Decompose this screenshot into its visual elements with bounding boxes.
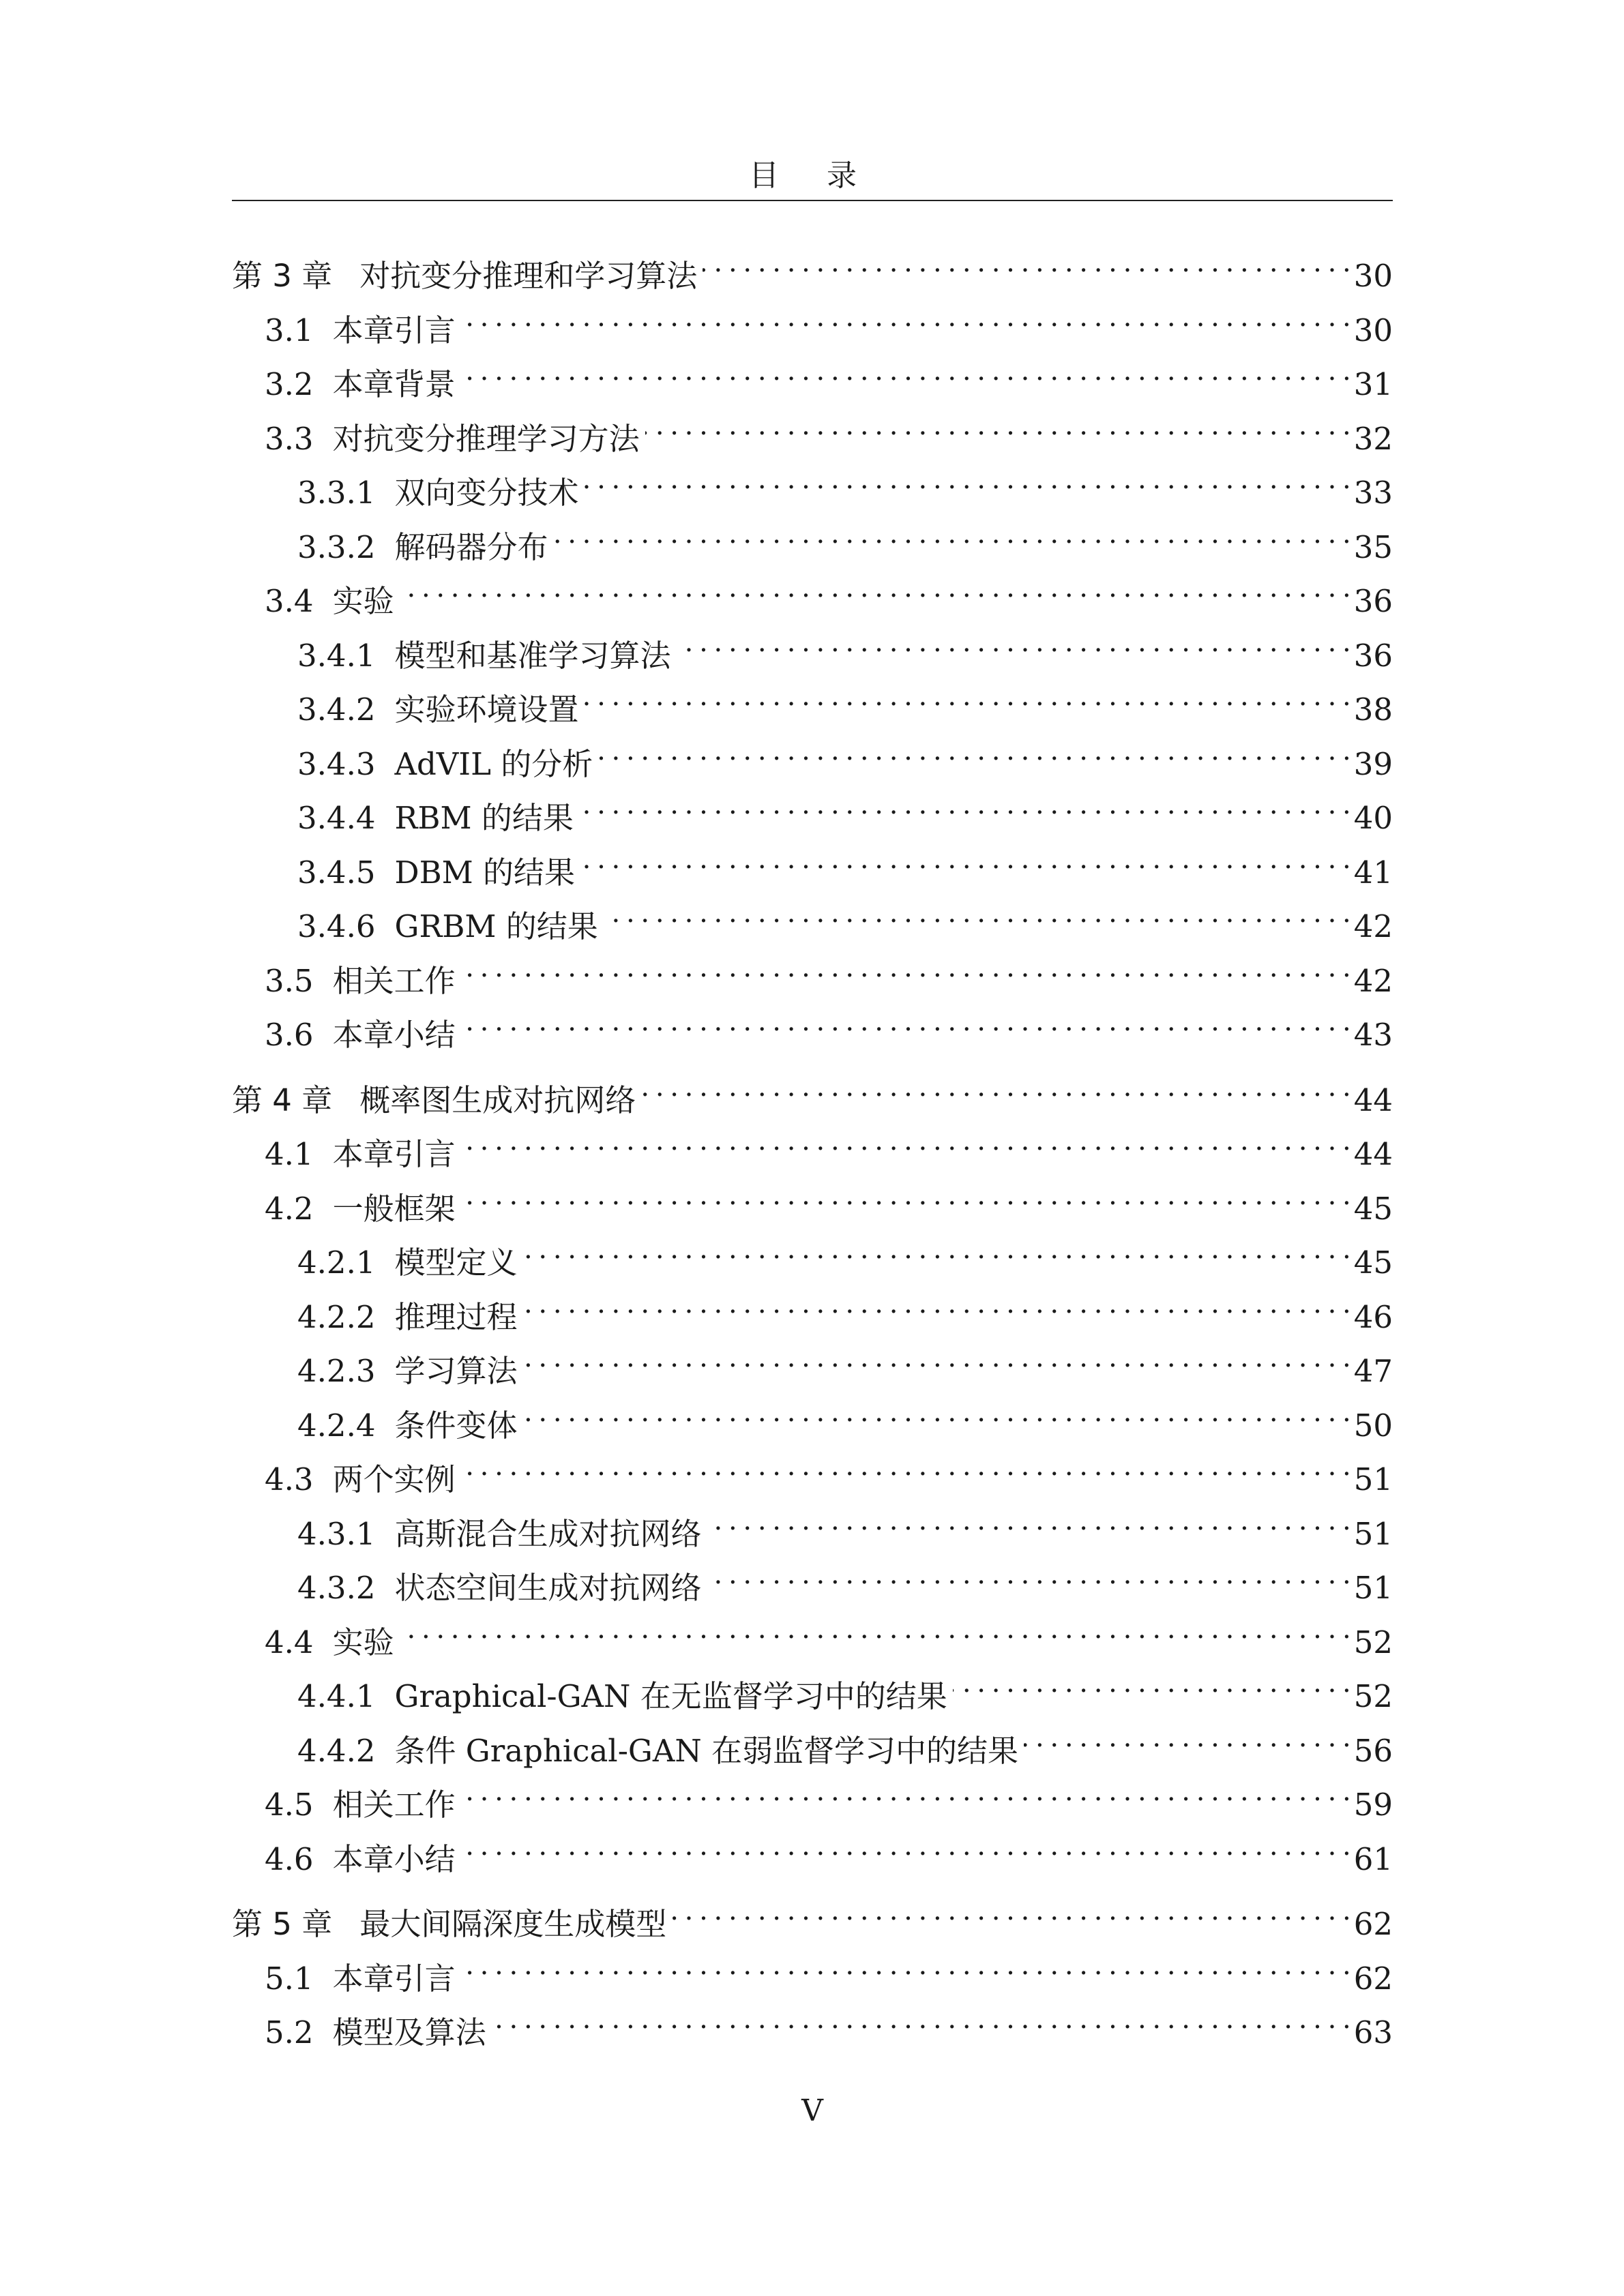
toc-entry-title: 最大间隔深度生成模型 xyxy=(359,1906,667,1942)
toc-section-entry[interactable] xyxy=(232,944,1393,998)
toc-entry-number: 3.1 xyxy=(265,312,314,348)
toc-entry-title: GRBM 的结果 xyxy=(394,908,598,944)
toc-entry-number: 4.4 xyxy=(265,1624,314,1660)
toc-entry-title: 学习算法 xyxy=(394,1353,518,1389)
toc-entry-number: 4.6 xyxy=(265,1840,314,1877)
toc-entry-title: 模型和基准学习算法 xyxy=(394,637,671,674)
toc-section-entry[interactable] xyxy=(232,1768,1393,1822)
toc-entry-page: 35 xyxy=(1353,528,1393,565)
toc-entry-number: 3.6 xyxy=(265,1017,314,1053)
toc-dot-leader xyxy=(523,1280,1350,1328)
toc-entry-page: 42 xyxy=(1353,908,1393,944)
toc-section-entry[interactable] xyxy=(232,510,1393,565)
toc-entry-number: 4.2.4 xyxy=(297,1407,376,1444)
toc-entry-number: 4.2 xyxy=(265,1190,314,1227)
toc-entry-number: 5.1 xyxy=(265,1960,314,1997)
toc-entry-page: 62 xyxy=(1353,1960,1393,1997)
toc-entry-page: 38 xyxy=(1353,691,1393,728)
toc-section-entry[interactable] xyxy=(232,781,1393,835)
toc-section-entry[interactable] xyxy=(232,1117,1393,1172)
toc-entry-page: 44 xyxy=(1353,1136,1393,1172)
toc-entry-title: 一般框架 xyxy=(332,1190,456,1227)
toc-dot-leader xyxy=(580,835,1350,883)
toc-section-entry[interactable] xyxy=(232,293,1393,348)
toc-dot-leader xyxy=(461,1822,1350,1870)
toc-entry-title: 对抗变分推理学习方法 xyxy=(332,420,640,457)
toc-entry-number: 5.2 xyxy=(265,2014,314,2051)
toc-dot-leader xyxy=(703,239,1349,286)
toc-entry-title: 实验 xyxy=(332,583,394,619)
toc-dot-leader xyxy=(492,1995,1350,2043)
toc-entry-page: 33 xyxy=(1353,475,1393,511)
toc-entry-page: 31 xyxy=(1353,366,1393,402)
toc-entry-title: 实验 xyxy=(332,1624,394,1660)
toc-section-entry[interactable] xyxy=(232,672,1393,727)
toc-dot-leader xyxy=(400,1605,1350,1653)
toc-section-entry[interactable] xyxy=(232,1822,1393,1877)
toc-entry-page: 40 xyxy=(1353,800,1393,836)
toc-dot-leader xyxy=(585,672,1350,720)
toc-entry-page: 44 xyxy=(1353,1082,1393,1118)
toc-entry-number: 3.4.5 xyxy=(297,854,376,891)
toc-section-entry[interactable] xyxy=(232,835,1393,890)
toc-entry-page: 59 xyxy=(1353,1787,1393,1823)
toc-entry-number: 3.3.1 xyxy=(297,475,376,511)
toc-entry-page: 39 xyxy=(1353,745,1393,782)
toc-entry-page: 46 xyxy=(1353,1298,1393,1335)
toc-dot-leader xyxy=(523,1225,1350,1273)
toc-entry-number: 3.4.2 xyxy=(297,691,376,728)
toc-entry-page: 47 xyxy=(1353,1353,1393,1389)
toc-section-entry[interactable] xyxy=(232,1497,1393,1551)
toc-dot-leader xyxy=(400,564,1350,612)
toc-entry-title: 状态空间生成对抗网络 xyxy=(394,1570,702,1606)
toc-dot-leader xyxy=(641,1063,1349,1111)
toc-entry-title: 本章引言 xyxy=(332,312,456,348)
toc-entry-page: 42 xyxy=(1353,962,1393,999)
toc-section-entry[interactable] xyxy=(232,1334,1393,1388)
table-of-contents xyxy=(232,239,1393,2050)
toc-entry-number: 3.5 xyxy=(265,962,314,999)
toc-entry-title: 对抗变分推理和学习算法 xyxy=(359,258,698,294)
toc-dot-leader xyxy=(461,1172,1350,1219)
page-header-title: 目 录 xyxy=(749,158,876,193)
toc-entry-number: 4.1 xyxy=(265,1136,314,1172)
toc-entry-title: 相关工作 xyxy=(332,1787,456,1823)
toc-entry-page: 41 xyxy=(1353,854,1393,891)
toc-entry-title: 相关工作 xyxy=(332,962,456,999)
toc-dot-leader xyxy=(585,456,1350,503)
toc-section-entry[interactable] xyxy=(232,1225,1393,1280)
toc-entry-number: 4.2.2 xyxy=(297,1298,376,1335)
toc-entry-number: 4.3.1 xyxy=(297,1515,376,1552)
toc-dot-leader xyxy=(604,889,1350,937)
toc-entry-number: 第 4 章 xyxy=(232,1082,333,1118)
toc-entry-number: 4.5 xyxy=(265,1787,314,1823)
toc-entry-page: 30 xyxy=(1353,312,1393,348)
toc-entry-title: 双向变分技术 xyxy=(394,475,579,511)
toc-entry-number: 4.2.3 xyxy=(297,1353,376,1389)
toc-entry-title: 概率图生成对抗网络 xyxy=(359,1082,636,1118)
toc-entry-title: 模型及算法 xyxy=(332,2014,486,2051)
toc-entry-number: 3.4.1 xyxy=(297,637,376,674)
toc-dot-leader xyxy=(523,1388,1350,1436)
toc-entry-title: 本章引言 xyxy=(332,1136,456,1172)
toc-section-entry[interactable] xyxy=(232,1388,1393,1443)
toc-dot-leader xyxy=(707,1497,1350,1545)
toc-section-entry[interactable] xyxy=(232,1280,1393,1335)
toc-dot-leader xyxy=(1024,1714,1350,1761)
toc-entry-page: 56 xyxy=(1353,1732,1393,1769)
toc-entry-title: 实验环境设置 xyxy=(394,691,579,728)
toc-dot-leader xyxy=(461,998,1350,1045)
toc-entry-page: 32 xyxy=(1353,420,1393,457)
header-rule xyxy=(232,200,1393,201)
toc-dot-leader xyxy=(677,618,1350,666)
toc-dot-leader xyxy=(461,1117,1350,1165)
toc-entry-number: 3.3.2 xyxy=(297,528,376,565)
toc-section-entry[interactable] xyxy=(232,1605,1393,1660)
toc-dot-leader xyxy=(523,1334,1350,1382)
toc-entry-page: 45 xyxy=(1353,1190,1393,1227)
toc-section-entry[interactable] xyxy=(232,1941,1393,1996)
toc-chapter-entry[interactable] xyxy=(232,239,1393,293)
toc-entry-page: 52 xyxy=(1353,1624,1393,1660)
toc-entry-title: 条件变体 xyxy=(394,1407,518,1444)
toc-entry-number: 4.2.1 xyxy=(297,1244,376,1281)
toc-section-entry[interactable] xyxy=(232,1551,1393,1605)
toc-section-entry[interactable] xyxy=(232,347,1393,402)
toc-section-entry[interactable] xyxy=(232,889,1393,944)
toc-entry-number: 3.3 xyxy=(265,420,314,457)
toc-entry-number: 3.2 xyxy=(265,366,314,402)
toc-section-entry[interactable] xyxy=(232,618,1393,673)
toc-chapter-entry[interactable] xyxy=(232,1887,1393,1941)
toc-dot-leader xyxy=(953,1659,1350,1707)
toc-entry-number: 3.4.6 xyxy=(297,908,376,944)
toc-entry-title: 本章小结 xyxy=(332,1840,456,1877)
toc-entry-title: RBM 的结果 xyxy=(394,800,574,836)
toc-section-entry[interactable] xyxy=(232,1442,1393,1497)
toc-entry-page: 30 xyxy=(1353,258,1393,294)
toc-entry-number: 第 3 章 xyxy=(232,258,333,294)
toc-dot-leader xyxy=(461,1442,1350,1490)
toc-chapter-entry[interactable] xyxy=(232,1063,1393,1118)
toc-dot-leader xyxy=(554,510,1350,558)
toc-dot-leader xyxy=(461,944,1350,992)
toc-entry-title: DBM 的结果 xyxy=(394,854,576,891)
toc-entry-number: 4.4.1 xyxy=(297,1678,376,1714)
toc-entry-title: 模型定义 xyxy=(394,1244,518,1281)
page-number: V xyxy=(801,2093,823,2128)
toc-dot-leader xyxy=(598,727,1349,775)
toc-dot-leader xyxy=(461,1941,1350,1989)
toc-dot-leader xyxy=(707,1551,1350,1598)
toc-section-entry[interactable] xyxy=(232,1995,1393,2050)
toc-dot-leader xyxy=(579,781,1350,829)
toc-entry-page: 51 xyxy=(1353,1570,1393,1606)
toc-entry-page: 45 xyxy=(1353,1244,1393,1281)
toc-entry-page: 62 xyxy=(1353,1906,1393,1942)
toc-dot-leader xyxy=(461,293,1350,341)
toc-section-entry[interactable] xyxy=(232,564,1393,618)
toc-section-entry[interactable] xyxy=(232,1659,1393,1714)
toc-entry-number: 第 5 章 xyxy=(232,1906,333,1942)
toc-dot-leader xyxy=(672,1887,1349,1935)
toc-entry-page: 52 xyxy=(1353,1678,1393,1714)
toc-dot-leader xyxy=(461,347,1350,395)
toc-entry-page: 36 xyxy=(1353,637,1393,674)
toc-entry-number: 4.3 xyxy=(265,1461,314,1497)
toc-entry-number: 3.4.3 xyxy=(297,745,376,782)
toc-section-entry[interactable] xyxy=(232,727,1393,781)
toc-section-entry[interactable] xyxy=(232,402,1393,456)
toc-section-entry[interactable] xyxy=(232,1714,1393,1768)
toc-entry-page: 36 xyxy=(1353,583,1393,619)
toc-entry-number: 4.3.2 xyxy=(297,1570,376,1606)
toc-entry-title: 高斯混合生成对抗网络 xyxy=(394,1515,702,1552)
toc-entry-number: 4.4.2 xyxy=(297,1732,376,1769)
toc-entry-page: 51 xyxy=(1353,1515,1393,1552)
toc-dot-leader xyxy=(645,402,1350,449)
toc-entry-page: 43 xyxy=(1353,1017,1393,1053)
toc-section-entry[interactable] xyxy=(232,1172,1393,1226)
toc-entry-title: AdVIL 的分析 xyxy=(394,745,593,782)
toc-entry-title: Graphical-GAN 在无监督学习中的结果 xyxy=(394,1678,947,1714)
toc-entry-number: 3.4.4 xyxy=(297,800,376,836)
toc-entry-title: 本章背景 xyxy=(332,366,456,402)
toc-entry-title: 本章引言 xyxy=(332,1960,456,1997)
toc-entry-number: 3.4 xyxy=(265,583,314,619)
toc-section-entry[interactable] xyxy=(232,456,1393,510)
toc-entry-page: 61 xyxy=(1353,1840,1393,1877)
toc-dot-leader xyxy=(461,1768,1350,1815)
toc-entry-title: 条件 Graphical-GAN 在弱监督学习中的结果 xyxy=(394,1732,1019,1769)
toc-entry-page: 50 xyxy=(1353,1407,1393,1444)
toc-entry-page: 51 xyxy=(1353,1461,1393,1497)
toc-entry-page: 63 xyxy=(1353,2014,1393,2051)
toc-entry-title: 两个实例 xyxy=(332,1461,456,1497)
toc-section-entry[interactable] xyxy=(232,998,1393,1052)
toc-entry-title: 推理过程 xyxy=(394,1298,518,1335)
toc-entry-title: 本章小结 xyxy=(332,1017,456,1053)
toc-entry-title: 解码器分布 xyxy=(394,528,548,565)
